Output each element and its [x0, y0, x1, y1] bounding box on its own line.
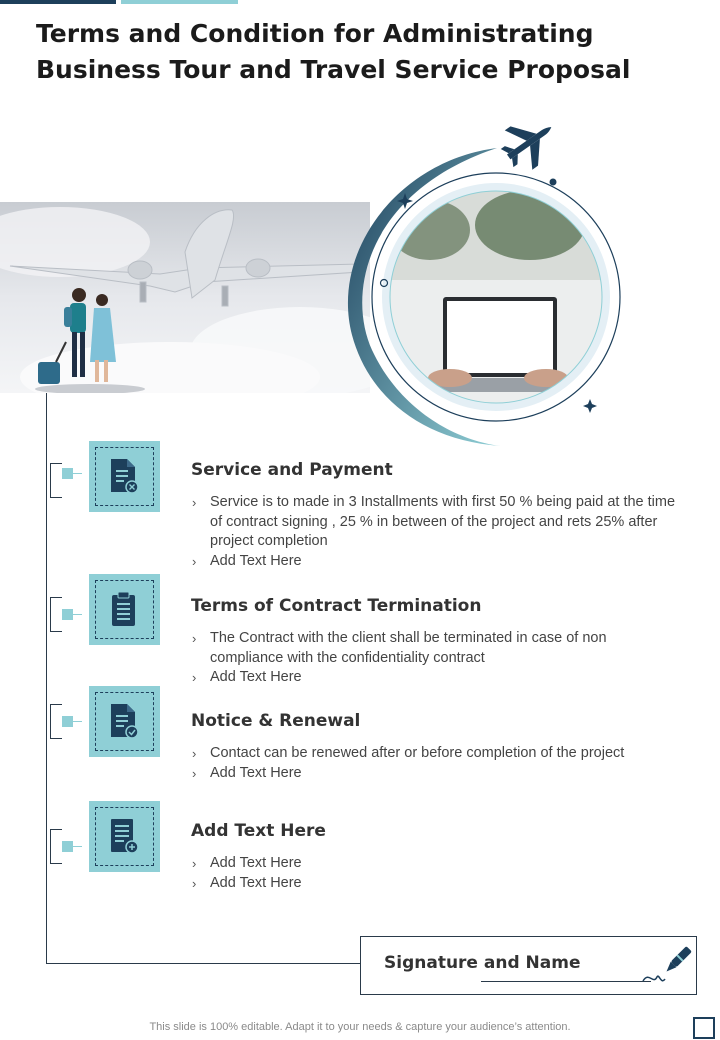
signature-line: [481, 981, 651, 982]
section-title: Terms of Contract Termination: [191, 596, 482, 616]
timeline-branch-2: [50, 597, 62, 632]
top-accent-bar-light: [121, 0, 238, 4]
signature-label: Signature and Name: [384, 953, 581, 973]
document-check-icon: [109, 703, 140, 740]
corner-square: [693, 1017, 715, 1039]
timeline-branch-1: [50, 463, 62, 498]
clipboard-icon: [109, 591, 140, 628]
orbit-graphic: [330, 110, 630, 450]
airplane-icon: [493, 110, 565, 178]
section-service-and-payment: [191, 459, 681, 571]
bullet-list: [191, 629, 681, 688]
top-accent-bar-dark: [0, 0, 116, 4]
section-icon-box-3: [89, 686, 160, 757]
timeline-vertical-line: [46, 393, 47, 964]
page-title-line-1: Terms and Condition for Administrating: [36, 19, 594, 48]
document-add-icon: [109, 818, 140, 855]
hero-travel-image: [0, 202, 370, 393]
section-icon-box-4: [89, 801, 160, 872]
bullet-item: › Add Text Here: [191, 874, 681, 894]
bullet-list: [191, 493, 681, 571]
page-title-line-2: Business Tour and Travel Service Proposal: [36, 55, 631, 84]
bullet-item: › Add Text Here: [191, 764, 681, 784]
bullet-item: › Add Text Here: [191, 854, 681, 874]
bullet-list: [191, 744, 681, 783]
timeline-marker-2: [62, 609, 73, 620]
timeline-horizontal-line: [46, 963, 360, 964]
timeline-marker-1: [62, 468, 73, 479]
timeline-marker-3: [62, 716, 73, 727]
section-icon-box-2: [89, 574, 160, 645]
bullet-item: › Contact can be renewed after or before completion of the project: [191, 744, 681, 764]
section-notice-and-renewal: [191, 710, 681, 783]
section-contract-termination: [191, 595, 681, 688]
bullet-item: › Service is to made in 3 Installments with first 50 % being paid at the time of contract signing , 25 % in between of the project and rets 25% after project completion: [191, 493, 681, 552]
page-title: [36, 16, 676, 88]
timeline-branch-3: [50, 704, 62, 739]
section-title: Notice & Renewal: [191, 711, 361, 731]
section-add-text: [191, 820, 681, 893]
document-cancel-icon: [109, 458, 140, 495]
signature-box[interactable]: [360, 936, 697, 995]
section-title: Add Text Here: [191, 821, 326, 841]
bullet-item: › Add Text Here: [191, 552, 681, 572]
timeline-marker-4: [62, 841, 73, 852]
section-title: Service and Payment: [191, 460, 393, 480]
bullet-item: › Add Text Here: [191, 668, 681, 688]
timeline-branch-4: [50, 829, 62, 864]
section-icon-box-1: [89, 441, 160, 512]
fountain-pen-icon: [635, 941, 695, 993]
bullet-list: [191, 854, 681, 893]
footer-note: This slide is 100% editable. Adapt it to your needs & capture your audience’s attention.: [149, 1021, 571, 1033]
bullet-item: › The Contract with the client shall be terminated in case of non compliance with the confidentiality contract: [191, 629, 681, 668]
